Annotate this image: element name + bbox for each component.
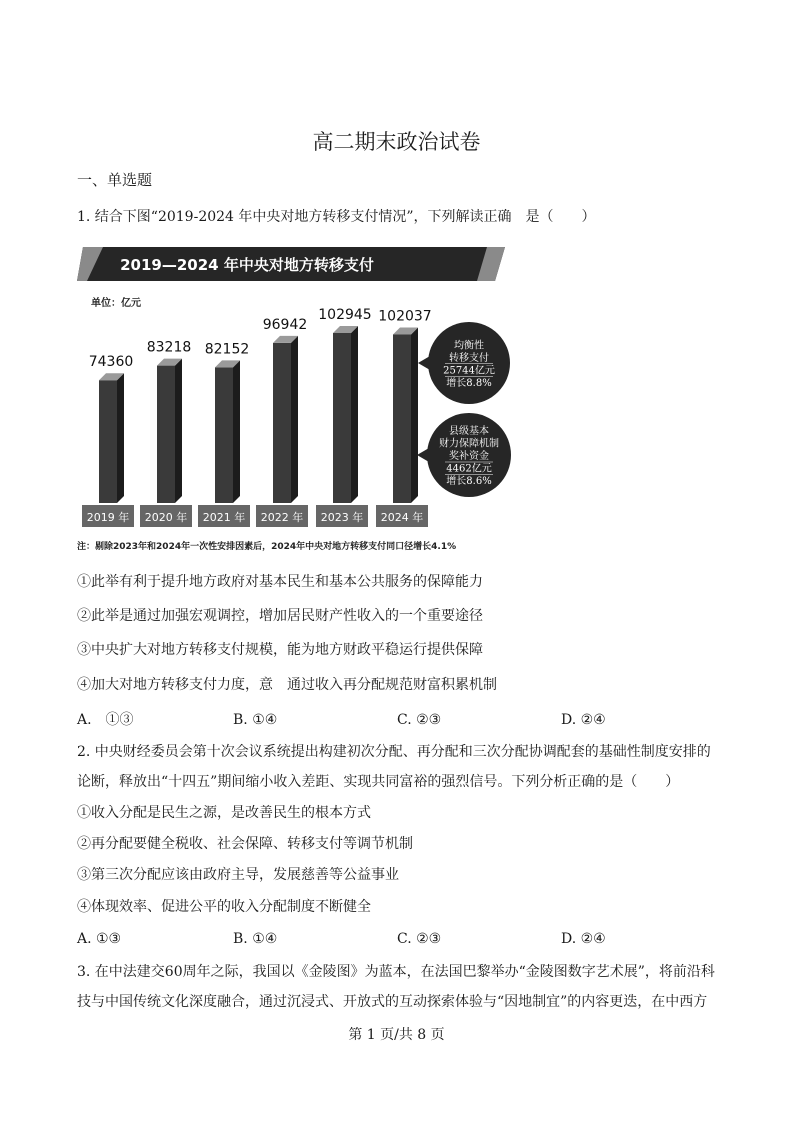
bar-side-5 [351,326,358,503]
callout-1-line-4: 增长8.8% [446,377,492,389]
callout-2-line-5: 增长8.6% [446,476,492,487]
q1-option-d[interactable]: D. ②④ [561,712,606,728]
q2-option-c[interactable]: C. ②③ [397,931,442,947]
year-label-2: 2020 年 [144,511,188,524]
q2-option-d[interactable]: D. ②④ [561,931,606,947]
bar-6 [393,334,411,503]
q1-option-c[interactable]: C. ②③ [397,712,442,728]
callout-pointer-1 [418,356,430,370]
q2-option-b[interactable]: B. ①④ [233,931,278,947]
callout-2-line-3: 奖补资金 [449,451,489,462]
q1-option-b[interactable]: B. ①④ [233,712,278,728]
bar-3 [215,367,233,503]
callout-2-line-1: 县级基本 [449,426,489,437]
bar-5 [333,333,351,503]
bar-4 [273,343,291,503]
question-3-stem: 3. 在中法建交60周年之际，我国以《金陵图》为蓝本，在法国巴黎举办“金陵图数字艺术展”，将前沿科技与中国传统文化深度融合，通过沉浸式、开放式的互动探索体验与“因地制宜”的内容更迭，在中西方 [77,964,715,1010]
bar-value-label-3: 82152 [204,341,250,358]
bar-side-4 [291,336,298,503]
q1-statement-2: ②此举是通过加强宏观调控，增加居民财产性收入的一个重要途径 [77,608,483,624]
bar-value-label-6: 102037 [378,308,432,325]
q1-statement-3: ③中央扩大对地方转移支付规模，能为地方财政平稳运行提供保障 [77,642,483,658]
q1-statement-1: ①此举有利于提升地方政府对基本民生和基本公共服务的保障能力 [77,574,483,590]
page-title: 高二期末政治试卷 [312,130,481,154]
bar-side-2 [175,359,182,503]
question-2-stem: 2. 中央财经委员会第十次会议系统提出构建初次分配、再分配和三次分配协调配套的基础性制度安排的论断，释放出“十四五”期间缩小收入差距、实现共同富裕的强烈信号。下列分析正确的是（ ） [77,744,711,790]
callout-1-line-2: 转移支付 [449,352,489,364]
year-label-5: 2023 年 [320,511,364,524]
page-footer: 第 1 页/共 8 页 [348,1027,445,1043]
q1-statement-4: ④加大对地方转移支付力度，意 通过收入再分配规范财富积累机制 [77,677,497,693]
callout-1-line-1: 均衡性 [454,340,484,352]
q2-statement-2: ②再分配要健全税收、社会保障、转移支付等调节机制 [77,836,413,852]
year-label-4: 2022 年 [260,511,304,524]
bar-value-label-4: 96942 [262,316,308,333]
bar-side-6 [411,327,418,503]
q2-statement-3: ③第三次分配应该由政府主导，发展慈善等公益事业 [77,867,399,883]
year-label-6: 2024 年 [380,511,424,524]
q2-statement-1: ①收入分配是民生之源，是改善民生的根本方式 [77,805,371,821]
callout-pointer-2 [417,448,429,462]
q1-option-a[interactable]: A. ①③ [77,712,134,728]
q2-statement-4: ④体现效率、促进公平的收入分配制度不断健全 [77,899,371,915]
callout-1-line-3: 25744亿元 [443,365,495,377]
year-label-3: 2021 年 [202,511,246,524]
chart-unit-label: 单位：亿元 [91,298,141,309]
question-1-stem: 1. 结合下图“2019-2024 年中央对地方转移支付情况”，下列解读正确 是（ ） [77,209,596,225]
transfer-payment-chart [77,241,517,556]
bar-value-label-2: 83218 [146,339,192,356]
bar-side-1 [117,373,124,503]
bar-value-label-5: 102945 [318,307,372,323]
bar-2 [157,366,175,503]
bar-side-3 [233,360,240,503]
bar-1 [99,380,117,503]
chart-title: 2019—2024 年中央对地方转移支付 [120,256,374,274]
section-heading: 一、单选题 [77,171,153,189]
year-label-1: 2019 年 [86,511,130,524]
callout-2-line-4: 4462亿元 [446,463,492,475]
chart-note: 注：剔除2023年和2024年一次性安排因素后，2024年中央对地方转移支付同口径增长4.1% [77,542,457,552]
bar-value-label-1: 74360 [88,354,134,371]
q2-option-a[interactable]: A. ①③ [77,931,122,947]
callout-2-line-2: 财力保障机制 [439,438,499,450]
